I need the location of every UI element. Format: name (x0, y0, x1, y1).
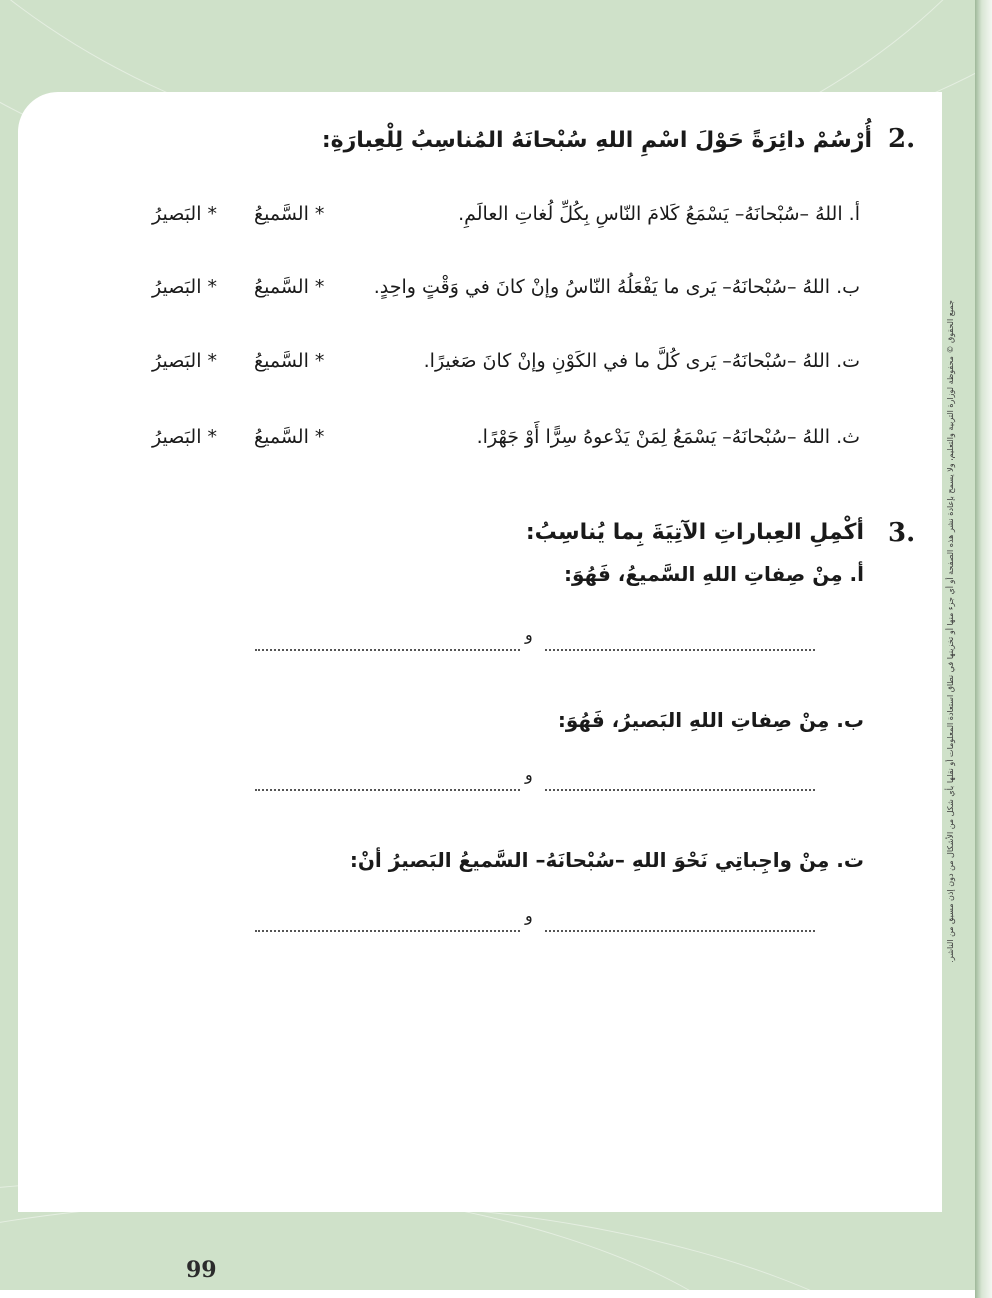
q2-item-a-sentence: أ. اللهُ –سُبْحانَهُ– يَسْمَعُ كَلامَ النّاسِ بِكُلِّ لُغاتِ العالَمِ. (458, 203, 860, 225)
q3-item-b-conjunction: و (525, 765, 533, 784)
q3-item-b-blank-1[interactable] (545, 769, 815, 791)
q2-item-c-option-basir[interactable]: * البَصيرُ (152, 350, 218, 372)
q2-item-d-option-basir[interactable]: * البَصيرُ (152, 426, 218, 448)
q3-item-b-blank-2[interactable] (255, 769, 520, 791)
q3-item-a-blank-2[interactable] (255, 629, 520, 651)
q3-item-c-conjunction: و (525, 906, 533, 925)
q3-item-b-answer (255, 765, 815, 795)
question-3-title: أكْمِلِ العِباراتِ الآتِيَةَ بِما يُناسِبُ: (525, 520, 864, 545)
q2-item-a (130, 203, 860, 243)
copyright-note: جميع الحقوق © محفوظة لوزارة التربية والتعليم، ولا يسمح بإعادة نشر هذه الصفحة أو أي جزء منها أو تخزينها في نطاق استعادة المعلومات أو نقلها بأي شكل من الأشكال من دون إذن مسبق من الناشر. (946, 300, 955, 963)
page-number: 99 (186, 1257, 217, 1283)
q2-item-a-option-basir[interactable]: * البَصيرُ (152, 203, 218, 225)
q3-item-a-prompt: أ. مِنْ صِفاتِ اللهِ السَّميعُ، فَهُوَ: (563, 562, 864, 586)
question-2-title: أُرْسُمْ دائِرَةً حَوْلَ اسْمِ اللهِ سُبْحانَهُ المُناسِبُ لِلْعِبارَةِ: (321, 128, 872, 153)
q3-item-a-answer (255, 625, 815, 655)
q3-item-a-blank-1[interactable] (545, 629, 815, 651)
decorative-arc (0, 1200, 975, 1290)
q2-item-b (130, 276, 860, 316)
q2-item-a-option-sami[interactable]: * السَّميعُ (254, 203, 325, 225)
q2-item-d-option-sami[interactable]: * السَّميعُ (254, 426, 325, 448)
book-spine (975, 0, 992, 1298)
q3-item-a-conjunction: و (525, 625, 533, 644)
q2-item-c-sentence: ت. اللهُ –سُبْحانَهُ– يَرى كُلَّ ما في الكَوْنِ وإنْ كانَ صَغيرًا. (423, 350, 860, 372)
q3-item-c-blank-1[interactable] (545, 910, 815, 932)
q2-item-c-option-sami[interactable]: * السَّميعُ (254, 350, 325, 372)
question-3-number: 3. (888, 518, 916, 548)
q3-item-c-blank-2[interactable] (255, 910, 520, 932)
question-2-number: 2. (888, 124, 916, 154)
q3-item-c-answer (255, 906, 815, 936)
q3-item-c-prompt: ت. مِنْ واجِباتِي نَحْوَ اللهِ –سُبْحانَهُ– السَّميعُ البَصيرُ أنْ: (349, 848, 864, 872)
q3-item-b-prompt: ب. مِنْ صِفاتِ اللهِ البَصيرُ، فَهُوَ: (557, 708, 864, 732)
q2-item-b-option-sami[interactable]: * السَّميعُ (254, 276, 325, 298)
q2-item-d-sentence: ث. اللهُ –سُبْحانَهُ– يَسْمَعُ لِمَنْ يَدْعوهُ سِرًّا أَوْ جَهْرًا. (476, 426, 860, 448)
q2-item-c (130, 350, 860, 390)
q2-item-b-option-basir[interactable]: * البَصيرُ (152, 276, 218, 298)
q2-item-d (130, 426, 860, 466)
q2-item-b-sentence: ب. اللهُ –سُبْحانَهُ– يَرى ما يَفْعَلُهُ النّاسُ وإنْ كانَ في وَقْتٍ واحِدٍ. (373, 276, 860, 298)
